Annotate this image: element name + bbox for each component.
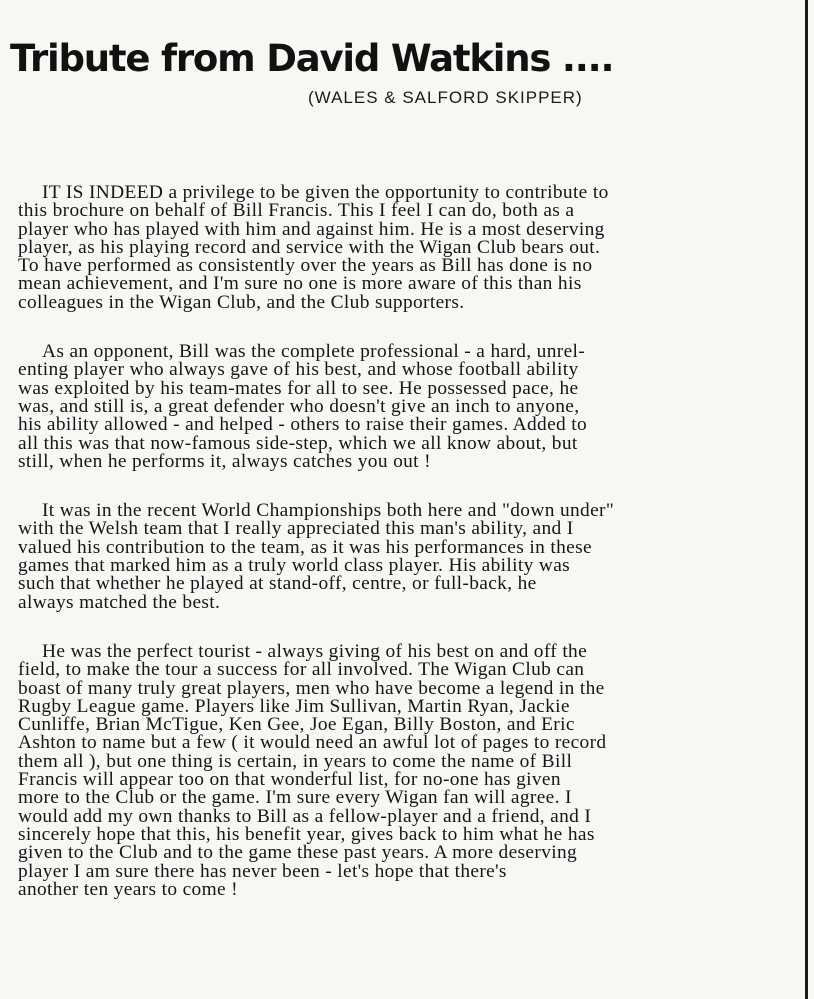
text-line: mean achievement, and I'm sure no one is more aware of this than his [18,273,582,295]
page-edge-divider [805,0,808,999]
text-line: this brochure on behalf of Bill Francis. This I feel I can do, both as a [18,200,575,222]
text-line: player who has played with him and against him. He is a most deserving [18,218,605,240]
text-line: Rugby League game. Players like Jim Sullivan, Martin Ryan, Jackie [18,695,570,717]
paragraph-3 [18,502,778,612]
text-line: was, and still is, a great defender who doesn't give an inch to anyone, [18,395,580,417]
text-line: with the Welsh team that I really appreciated this man's ability, and I [18,518,574,540]
text-line: field, to make the tour a success for all involved. The Wigan Club can [18,659,585,681]
page-title: Tribute from David Watkins .... [10,37,614,80]
text-line: Francis will appear too on that wonderful list, for no-one has given [18,769,561,791]
text-line: still, when he performs it, always catches you out ! [18,450,431,472]
text-line: IT IS INDEED a privilege to be given the opportunity to contribute to [42,182,609,203]
text-line: As an opponent, Bill was the complete professional - a hard, unrel- [42,341,586,363]
text-line: more to the Club or the game. I'm sure every Wigan fan will agree. I [18,787,572,809]
text-line: player I am sure there has never been - let's hope that there's [18,860,507,882]
text-line: was exploited by his team-mates for all to see. He possessed pace, he [18,377,579,399]
text-line: To have performed as consistently over the years as Bill has done is no [18,255,593,277]
text-line: would add my own thanks to Bill as a fellow-player and a friend, and I [18,805,592,827]
paragraph-1 [18,184,778,312]
text-line: colleagues in the Wigan Club, and the Club supporters. [18,291,465,313]
text-line: games that marked him as a truly world class player. His ability was [18,555,571,577]
text-line: Cunliffe, Brian McTigue, Ken Gee, Joe Egan, Billy Boston, and Eric [18,714,575,736]
text-line: given to the Club and to the game these past years. A more deserving [18,842,578,864]
text-line: He was the perfect tourist - always giving of his best on and off the [42,640,588,662]
text-line: such that whether he played at stand-off, centre, or full-back, he [18,573,537,595]
paragraph-4 [18,640,778,900]
text-line: valued his contribution to the team, as it was his performances in these [18,536,592,558]
text-line: always matched the best. [18,591,221,613]
text-line: boast of many truly great players, men who have become a legend in the [18,677,605,699]
paragraph-2 [18,343,778,471]
text-line: sincerely hope that this, his benefit year, gives back to him what he has [18,823,595,845]
text-line: another ten years to come ! [18,878,238,900]
text-line: enting player who always gave of his best, and whose football ability [18,359,579,381]
text-line: them all ), but one thing is certain, in years to come the name of Bill [18,750,573,772]
text-line: his ability allowed - and helped - others to raise their games. Added to [18,414,588,436]
text-line: player, as his playing record and service with the Wigan Club bears out. [18,236,601,258]
article-body [18,184,778,930]
text-line: It was in the recent World Championships both here and "down under" [42,500,615,522]
page-subtitle: (WALES & SALFORD SKIPPER) [308,88,583,107]
text-line: Ashton to name but a few ( it would need an awful lot of pages to record [18,732,607,754]
text-line: all this was that now-famous side-step, which we all know about, but [18,432,578,454]
